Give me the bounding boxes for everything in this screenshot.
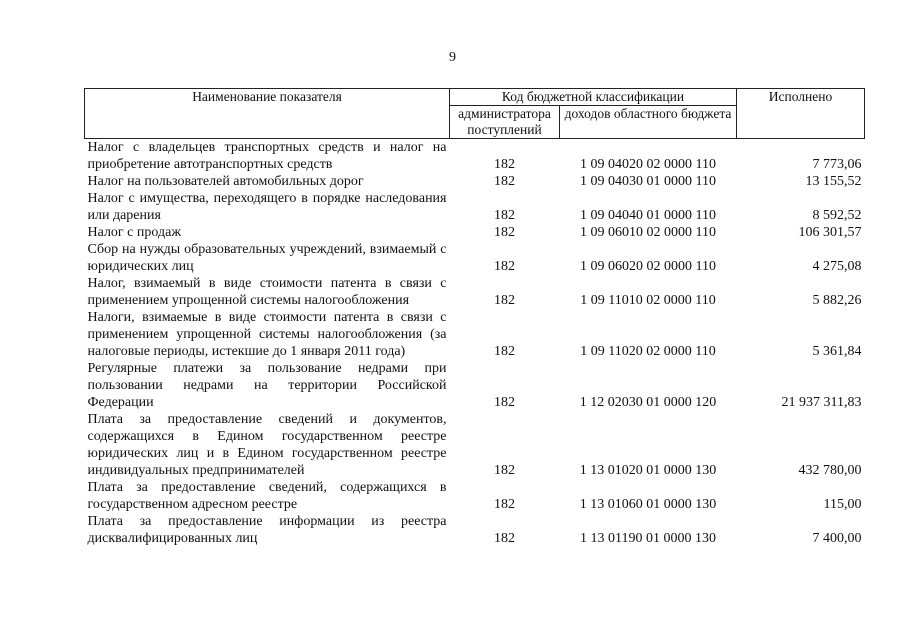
row-name: Налог с владельцев транспортных средств и налог на приобретение автотранспортных средств [87,140,447,172]
row-budget-code: 1 13 01060 01 0000 130 [579,497,717,512]
header-code-group: Код бюджетной классификации [450,89,737,106]
row-name: Налоги, взимаемые в виде стоимости патента в связи с применением упрощенной системы налогообложения (за налоговые периоды, истекшие до 1 января 2011 года) [87,310,447,359]
table-row [85,275,865,309]
row-budget-code: 1 09 11010 02 0000 110 [580,293,716,308]
row-executed-amount: 432 780,00 [798,463,862,478]
row-budget-code: 1 09 06010 02 0000 110 [580,225,716,240]
row-budget-code: 1 09 04040 01 0000 110 [580,208,716,223]
table-row [85,190,865,224]
row-executed-amount: 7 773,06 [812,157,862,172]
table-row [85,479,865,513]
row-name: Налог, взимаемый в виде стоимости патента в связи с применением упрощенной системы налогообложения [87,276,447,308]
row-executed-amount: 5 361,84 [812,344,862,359]
row-admin-code: 182 [494,208,515,223]
row-budget-code: 1 09 11020 02 0000 110 [580,344,716,359]
header-name: Наименование показателя [85,89,450,139]
table-row [85,411,865,479]
row-name: Налог на пользователей автомобильных дорог [87,174,364,189]
row-name: Плата за предоставление сведений, содержащихся в государственном адресном реестре [87,480,447,512]
table-row [85,139,865,174]
row-name: Регулярные платежи за пользование недрами при пользовании недрами на территории Российской Федерации [87,361,447,410]
table-row [85,173,865,190]
row-admin-code: 182 [494,225,515,240]
row-executed-amount: 5 882,26 [812,293,862,308]
row-executed-amount: 8 592,52 [812,208,862,223]
row-budget-code: 1 09 04020 02 0000 110 [580,157,716,172]
table-header [85,89,865,139]
table-row [85,224,865,241]
row-admin-code: 182 [494,463,515,478]
row-admin-code: 182 [494,531,515,546]
page-number: 9 [449,50,456,65]
row-budget-code: 1 12 02030 01 0000 120 [579,395,717,410]
row-budget-code: 1 09 04030 01 0000 110 [580,174,716,189]
row-name: Сбор на нужды образовательных учреждений, взимаемый с юридических лиц [87,242,447,274]
table-body [85,139,865,548]
row-name: Налог с продаж [87,225,181,240]
row-budget-code: 1 13 01020 01 0000 130 [579,463,717,478]
table-row [85,309,865,360]
row-admin-code: 182 [494,157,515,172]
row-executed-amount: 106 301,57 [798,225,862,240]
header-done: Исполнено [737,89,865,139]
row-name: Налог с имущества, переходящего в порядке наследования или дарения [87,191,447,223]
row-admin-code: 182 [494,174,515,189]
table-row [85,360,865,411]
row-executed-amount: 7 400,00 [812,531,862,546]
table-row [85,241,865,275]
row-executed-amount: 115,00 [823,497,862,512]
row-budget-code: 1 13 01190 01 0000 130 [580,531,716,546]
row-executed-amount: 4 275,08 [812,259,862,274]
row-admin-code: 182 [494,293,515,308]
header-income: доходов областного бюджета [560,106,737,139]
header-admin: администратора поступлений [450,106,560,139]
row-name: Плата за предоставление сведений и документов, содержащихся в Едином государственном реестре юридических лиц и в Едином государственном реестре индивидуальных предпринимателей [87,412,447,478]
row-admin-code: 182 [494,497,515,512]
row-budget-code: 1 09 06020 02 0000 110 [580,259,716,274]
row-name: Плата за предоставление информации из реестра дисквалифицированных лиц [87,514,447,546]
budget-table [84,88,865,547]
row-admin-code: 182 [494,395,515,410]
table-row [85,513,865,547]
row-admin-code: 182 [494,344,515,359]
row-admin-code: 182 [494,259,515,274]
row-executed-amount: 13 155,52 [805,174,862,189]
row-executed-amount: 21 937 311,83 [781,395,862,410]
